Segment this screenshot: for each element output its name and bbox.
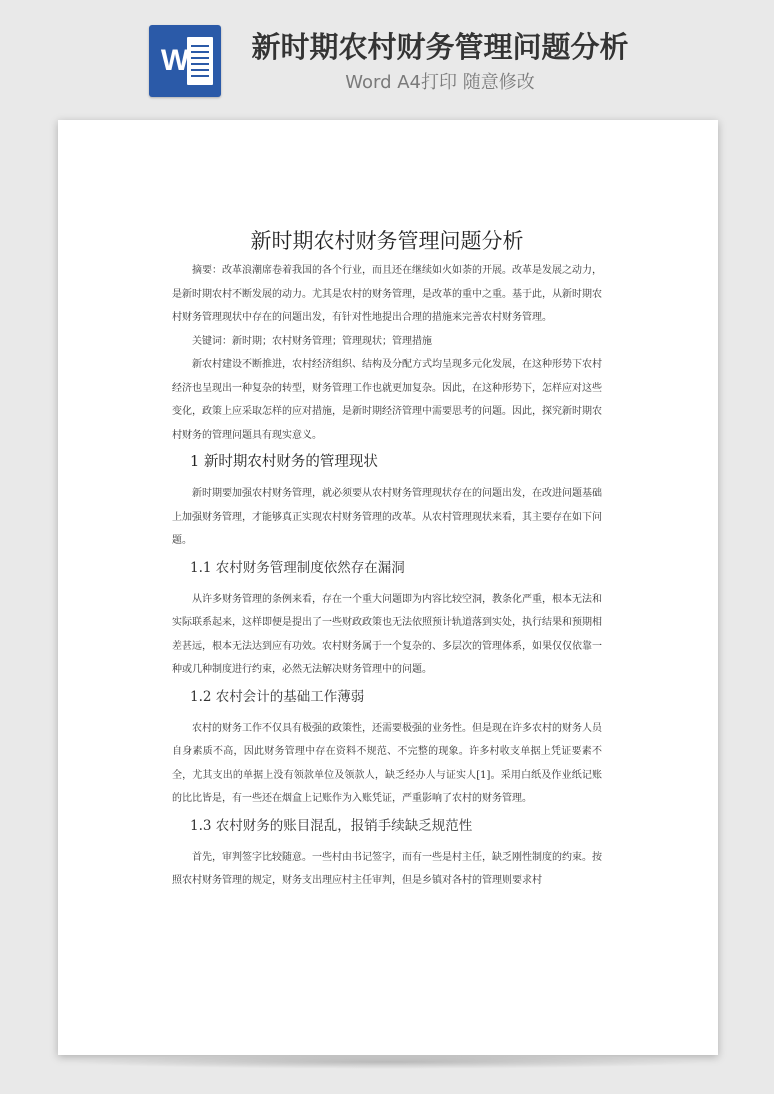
section-1-heading: 1 新时期农村财务的管理现状	[190, 454, 378, 470]
document-content	[172, 226, 602, 893]
document-title: 新时期农村财务管理问题分析	[250, 229, 524, 253]
word-document-icon	[149, 25, 221, 97]
section-1-1-paragraph: 从许多财务管理的条例来看，存在一个重大问题即为内容比较空洞，教条化严重，根本无法和实际联系起来，这样即便是提出了一些财政政策也无法依照预计轨道落到实处，执行结果和预期相差甚远，根本无法达到应有功效。农村财务属于一个复杂的、多层次的管理体系，如果仅仅依靠一种或几种制度进行约束，必然无法解决财务管理中的问题。	[172, 593, 602, 675]
section-1-1-heading: 1.1 农村财务管理制度依然存在漏洞	[190, 559, 405, 576]
section-1-3-heading: 1.3 农村财务的账目混乱，报销手续缺乏规范性	[190, 817, 473, 834]
word-icon-letter: W	[160, 44, 190, 77]
intro-paragraph: 新农村建设不断推进，农村经济组织、结构及分配方式均呈现多元化发展，在这种形势下农村经济也呈现出一种复杂的转型，财务管理工作也就更加复杂。因此，在这种形势下，怎样应对这些变化，政策上应采取怎样的应对措施，是新时期经济管理中需要思考的问题。因此，探究新时期农村财务的管理问题具有现实意义。	[172, 359, 602, 441]
page-shadow	[70, 1055, 706, 1069]
banner-title: 新时期农村财务管理问题分析	[251, 30, 629, 64]
section-1-2-heading: 1.2 农村会计的基础工作薄弱	[190, 688, 365, 705]
section-1-2-paragraph: 农村的财务工作不仅具有极强的政策性，还需要极强的业务性。但是现在许多农村的财务人员自身素质不高，因此财务管理中存在资料不规范、不完整的现象。许多村收支单据上凭证要素不全，尤其支出的单据上没有领款单位及领款人，缺乏经办人与证实人[1]。采用白纸及作业纸记账的比比皆是，有一些还在烟盒上记账作为入账凭证，严重影响了农村的财务管理。	[172, 722, 602, 804]
keywords-paragraph: 关键词：新时期；农村财务管理；管理现状；管理措施	[192, 335, 432, 347]
banner-subtitle: Word A4打印 随意修改	[345, 72, 535, 93]
document-page	[58, 120, 718, 1055]
header-banner	[0, 0, 774, 110]
section-1-paragraph: 新时期要加强农村财务管理，就必须要从农村财务管理现状存在的问题出发，在改进问题基础上加强财务管理，才能够真正实现农村财务管理的改革。从农村管理现状来看，其主要存在如下问题。	[172, 488, 602, 546]
section-1-3-paragraph: 首先，审判签字比较随意。一些村由书记签字，而有一些是村主任，缺乏刚性制度的约束。按照农村财务管理的规定，财务支出理应村主任审判，但是乡镇对各村的管理则要求村	[172, 851, 602, 886]
abstract-paragraph: 摘要：改革浪潮席卷着我国的各个行业，而且还在继续如火如荼的开展。改革是发展之动力，是新时期农村不断发展的动力。尤其是农村的财务管理，是改革的重中之重。基于此，从新时期农村财务管理现状中存在的问题出发，有针对性地提出合理的措施来完善农村财务管理。	[172, 265, 602, 323]
